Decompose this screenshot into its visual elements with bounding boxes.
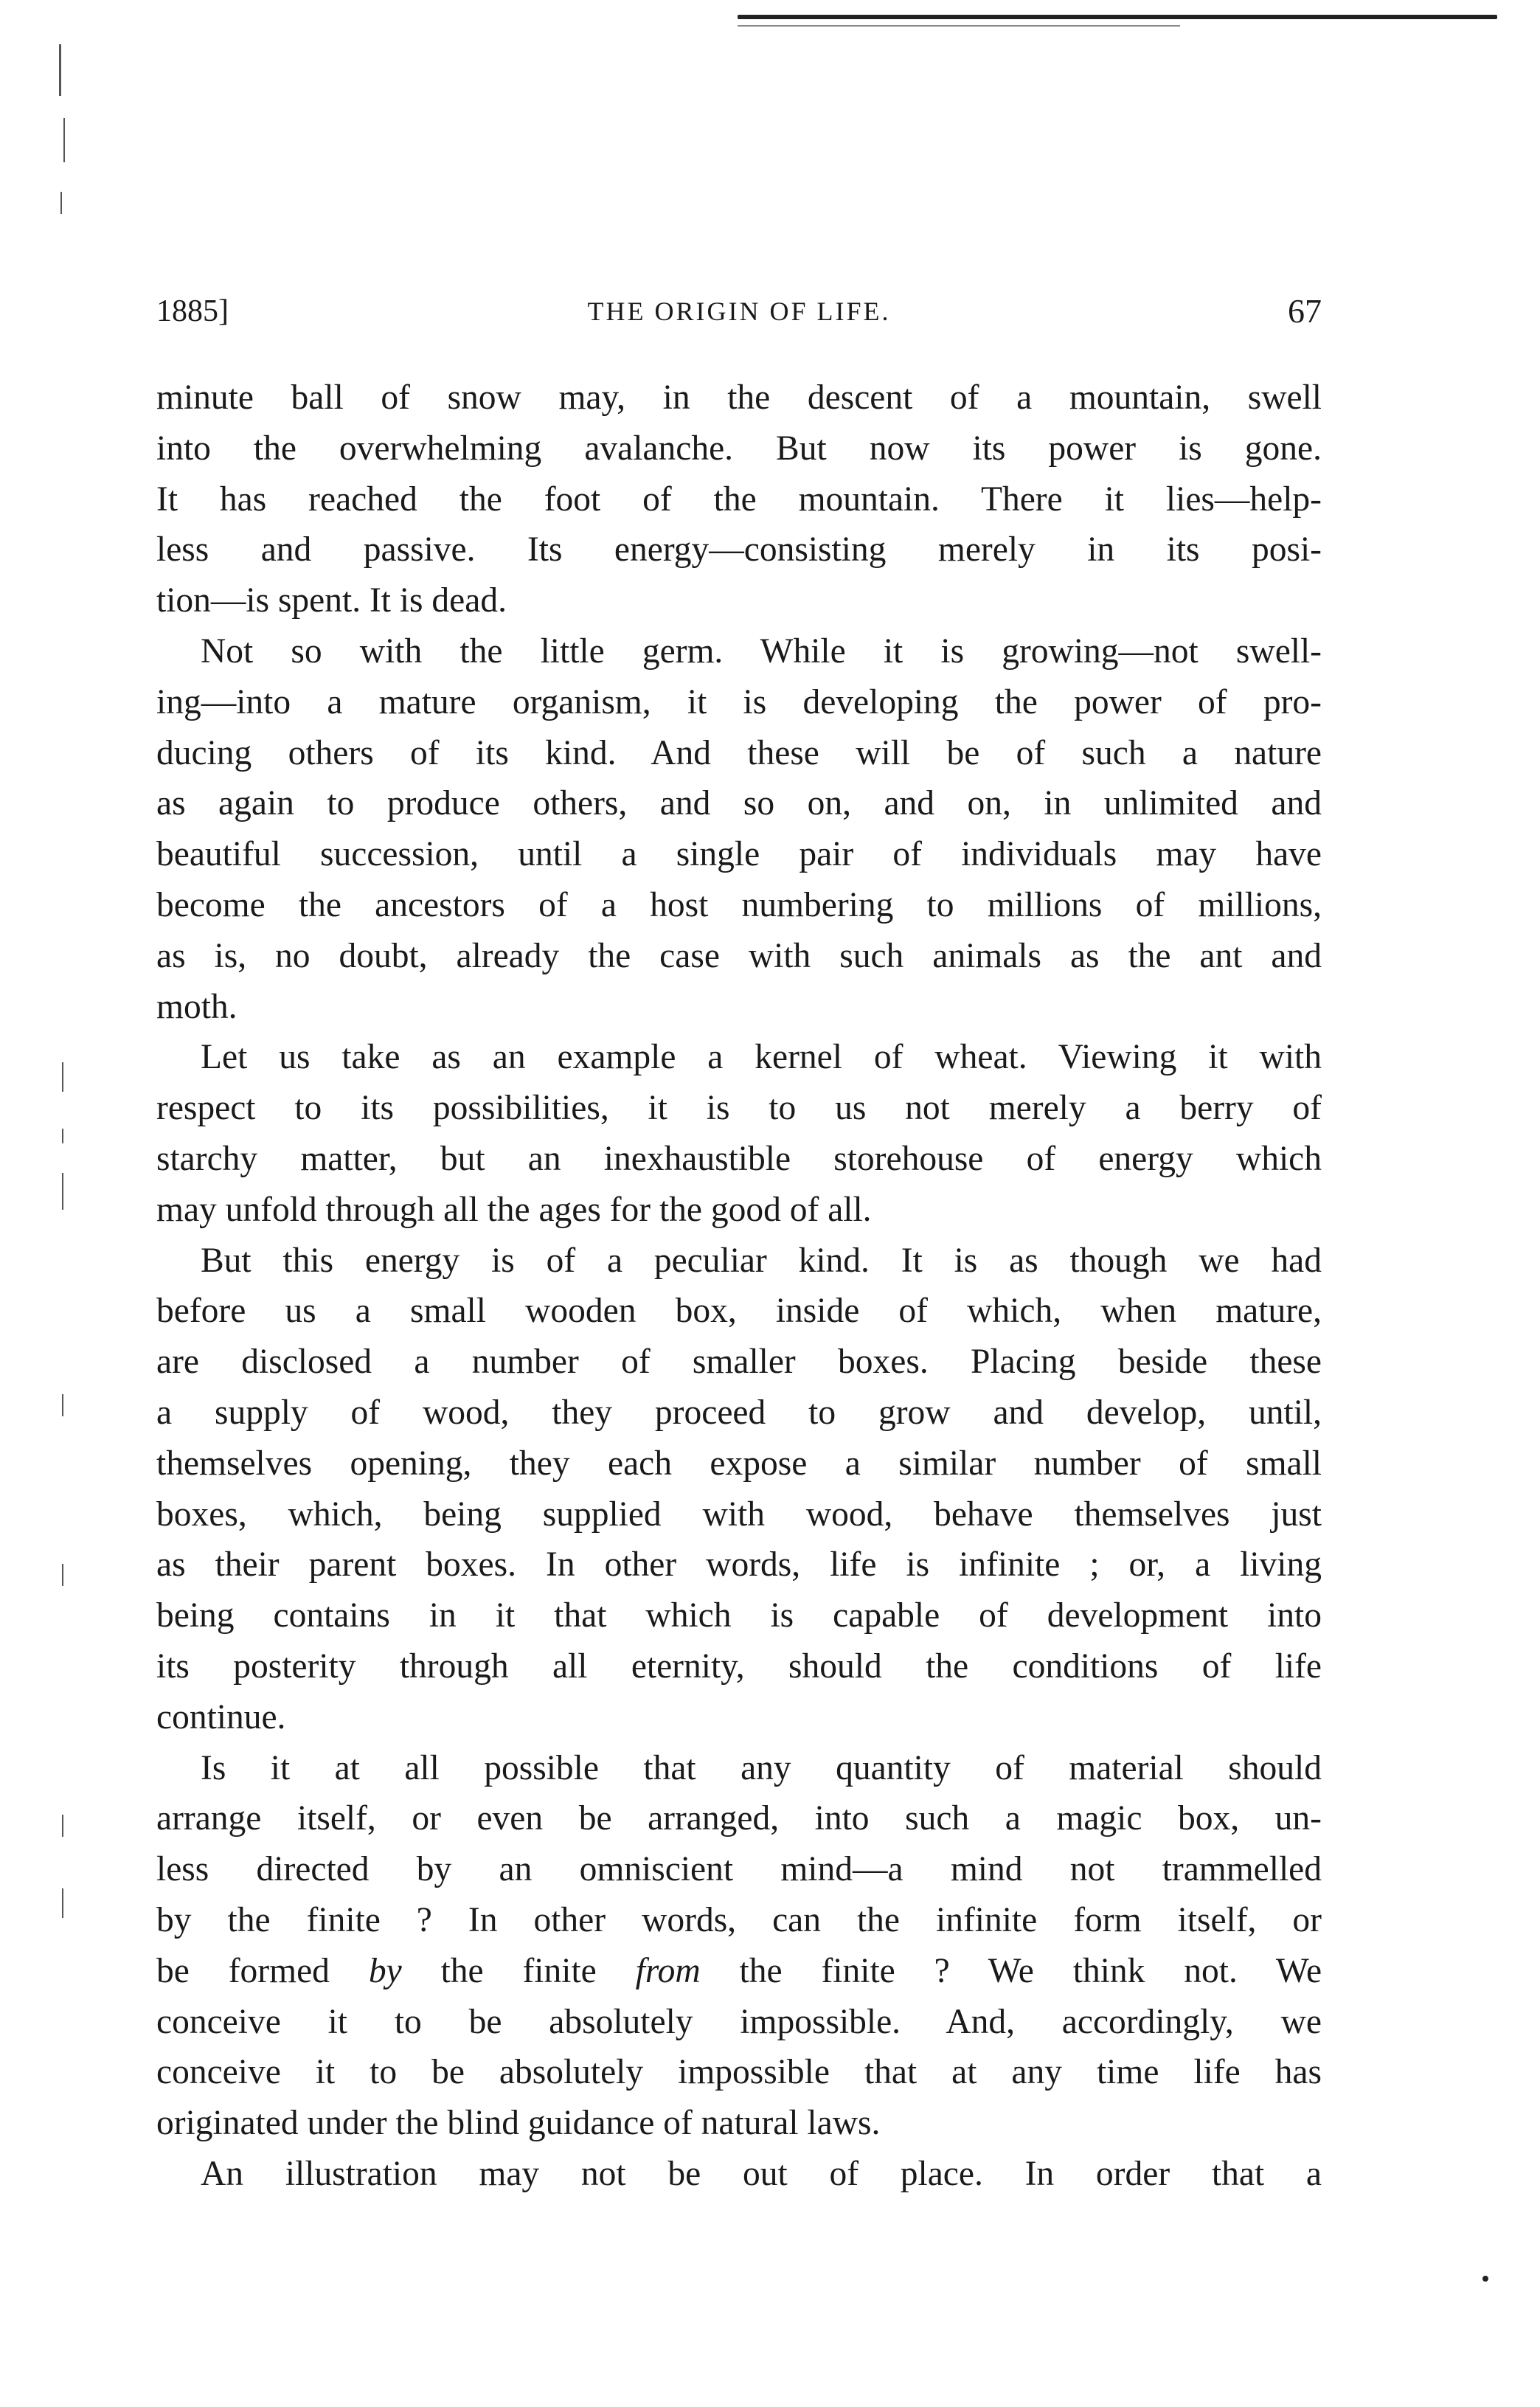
text-line: as their parent boxes. In other words, life is infinite ; or, a living [156, 1545, 1322, 1585]
text-line: arrange itself, or even be arranged, into such a magic box, un- [156, 1799, 1322, 1838]
header-year: 1885] [156, 294, 229, 328]
text-line: minute ball of snow may, in the descent of a mountain, swell [156, 378, 1322, 417]
margin-dot [1482, 2276, 1488, 2282]
text-line: themselves opening, they each expose a similar number of small [156, 1444, 1322, 1483]
text-line: being contains in it that which is capable of development into [156, 1596, 1322, 1635]
text-line: respect to its possibilities, it is to us not merely a berry of [156, 1089, 1322, 1128]
italic-segment: by [368, 1951, 402, 1990]
margin-marks [58, 44, 72, 2331]
text-line: beautiful succession, until a single pair of individuals may have [156, 835, 1322, 874]
page-header [156, 289, 1322, 333]
top-rule [738, 15, 1497, 19]
text-segment: the finite ? We think not. We [739, 1951, 1322, 1990]
text-line: as is, no doubt, already the case with such animals as the ant and [156, 936, 1322, 975]
text-line: into the overwhelming avalanche. But now its power is gone. [156, 429, 1322, 468]
text-line: become the ancestors of a host numbering to millions of millions, [156, 885, 1322, 924]
text-line: a supply of wood, they proceed to grow and develop, until, [156, 1393, 1322, 1432]
text-line: conceive it to be absolutely impossible that at any time life has [156, 2053, 1322, 2092]
text-line: Not so with the little germ. While it is growing—not swell- [201, 631, 1322, 671]
page-number: 67 [1288, 292, 1322, 330]
text-line: conceive it to be absolutely impossible. And, accordingly, we [156, 2002, 1322, 2041]
text-line: its posterity through all eternity, should the conditions of life [156, 1646, 1322, 1686]
text-line: An illustration may not be out of place. In order that a [201, 2154, 1322, 2193]
text-line: may unfold through all the ages for the good of all. [156, 1190, 872, 1229]
text-line: moth. [156, 987, 237, 1026]
top-rule-thin [738, 25, 1180, 27]
text-line: But this energy is of a peculiar kind. It is as though we had [201, 1241, 1322, 1280]
text-line: less directed by an omniscient mind—a mind not trammelled [156, 1850, 1322, 1889]
text-line: It has reached the foot of the mountain. There it lies—help- [156, 479, 1322, 519]
text-line: as again to produce others, and so on, and on, in unlimited and [156, 784, 1322, 823]
text-line: boxes, which, being supplied with wood, behave themselves just [156, 1495, 1322, 1534]
italic-segment: from [635, 1951, 701, 1990]
text-line: less and passive. Its energy—consisting merely in its posi- [156, 530, 1322, 569]
text-line: are disclosed a number of smaller boxes. Placing beside these [156, 1343, 1322, 1382]
text-line: ing—into a mature organism, it is developing the power of pro- [156, 682, 1322, 721]
text-line: Is it at all possible that any quantity of material should [201, 1748, 1322, 1787]
text-line: Let us take as an example a kernel of wheat. Viewing it with [201, 1038, 1322, 1077]
text-line: originated under the blind guidance of natural laws. [156, 2104, 881, 2143]
text-line: continue. [156, 1697, 286, 1736]
text-line: ducing others of its kind. And these will be of such a nature [156, 733, 1322, 772]
text-line [156, 1946, 1322, 1997]
text-segment: the finite [440, 1951, 597, 1990]
text-line: tion—is spent. It is dead. [156, 581, 507, 620]
text-line: starchy matter, but an inexhaustible storehouse of energy which [156, 1139, 1322, 1178]
text-segment: be formed [156, 1951, 330, 1990]
body-text [156, 373, 1322, 2200]
running-title: THE ORIGIN OF LIFE. [587, 297, 891, 326]
text-line: before us a small wooden box, inside of which, when mature, [156, 1292, 1322, 1331]
text-line: by the finite ? In other words, can the infinite form itself, or [156, 1900, 1322, 1939]
